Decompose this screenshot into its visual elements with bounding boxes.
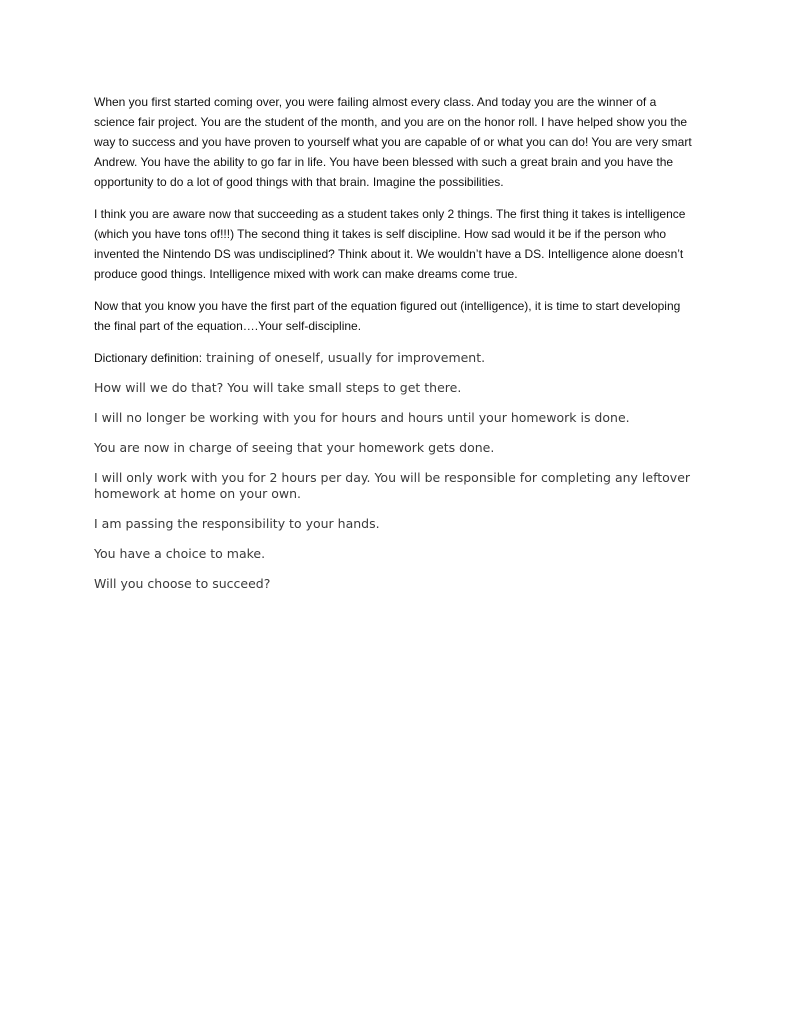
definition-label: Dictionary definition:	[94, 351, 203, 365]
closing-line-1: How will we do that? You will take small steps to get there.	[94, 380, 462, 395]
closing-line-5: I am passing the responsibility to your hands.	[94, 516, 380, 531]
closing-line-4: I will only work with you for 2 hours per day. You will be responsible for completing any leftover homework at home on your own.	[94, 470, 691, 501]
closing-line-2: I will no longer be working with you for hours and hours until your homework is done.	[94, 410, 630, 425]
closing-line-3: You are now in charge of seeing that your homework gets done.	[94, 440, 495, 455]
paragraph-intro: When you first started coming over, you were failing almost every class. And today you are the winner of a science fair project. You are the student of the month, and you are on the honor roll. I have helped show you the way to success and you have proven to yourself what you are capable of or what you can do! You are very smart Andrew. You have the ability to go far in life. You have been blessed with such a great brain and you have the opportunity to do a lot of good things with that brain. Imagine the possibilities.	[94, 95, 692, 189]
closing-line-6: You have a choice to make.	[94, 546, 266, 561]
document-body	[94, 92, 698, 606]
paragraph-success-requirements: I think you are aware now that succeeding as a student takes only 2 things. The first thing it takes is intelligence (which you have tons of!!!) The second thing it takes is self discipline. How sad would it be if the person who invented the Nintendo DS was undisciplined? Think about it. We wouldn’t have a DS. Intelligence alone doesn’t produce good things. Intelligence mixed with work can make dreams come true.	[94, 207, 686, 281]
closing-line-7: Will you choose to succeed?	[94, 576, 271, 591]
definition-text: training of oneself, usually for improvement.	[206, 350, 486, 365]
paragraph-equation: Now that you know you have the first part of the equation figured out (intelligence), it is time to start developing the final part of the equation….Your self-discipline.	[94, 299, 681, 333]
dictionary-definition	[94, 348, 698, 368]
